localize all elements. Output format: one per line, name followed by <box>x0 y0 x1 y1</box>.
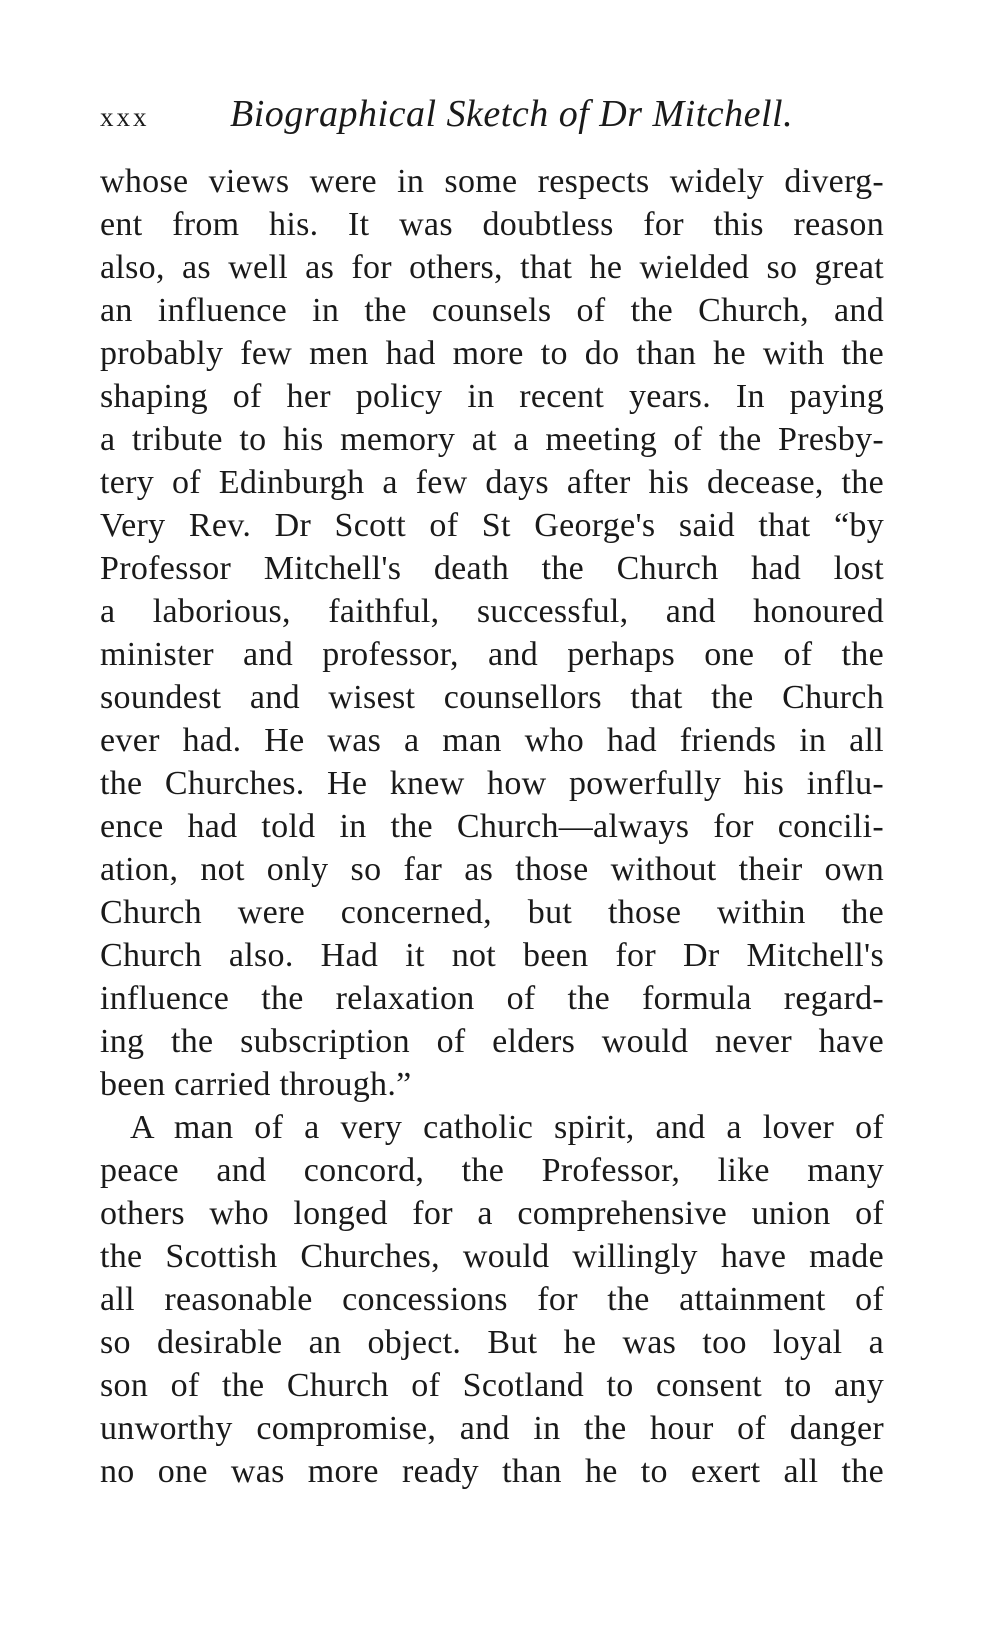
text-line: been carried through.” <box>100 1066 412 1103</box>
running-head: Biographical Sketch of Dr Mitchell. <box>230 93 794 135</box>
text-line: ing the subscription of elders would never have <box>100 1023 884 1060</box>
text-line: soundest and wisest counsellors that the Church <box>100 679 884 716</box>
text-line: ent from his. It was doubtless for this reason <box>100 206 884 243</box>
text-line: so desirable an object. But he was too loyal a <box>100 1324 884 1361</box>
text-line: minister and professor, and perhaps one of the <box>100 636 884 673</box>
page-header <box>100 92 900 142</box>
text-line: Very Rev. Dr Scott of St George's said that “by <box>100 507 884 544</box>
text-line: a tribute to his memory at a meeting of the Presby- <box>100 421 884 458</box>
text-line: ence had told in the Church—always for concili- <box>100 808 884 845</box>
text-line: an influence in the counsels of the Church, and <box>100 292 884 329</box>
text-line: ation, not only so far as those without their own <box>100 851 884 888</box>
page-number: xxx <box>100 102 150 132</box>
text-line: son of the Church of Scotland to consent to any <box>100 1367 884 1404</box>
text-line: others who longed for a comprehensive union of <box>100 1195 884 1232</box>
body-text <box>100 160 884 1493</box>
text-line: probably few men had more to do than he with the <box>100 335 884 372</box>
text-line: Church were concerned, but those within the <box>100 894 884 931</box>
text-line: also, as well as for others, that he wielded so great <box>100 249 884 286</box>
text-line: no one was more ready than he to exert all the <box>100 1453 884 1490</box>
text-line: the Churches. He knew how powerfully his influ- <box>100 765 884 802</box>
text-line: influence the relaxation of the formula regard- <box>100 980 884 1017</box>
text-line: a laborious, faithful, successful, and honoured <box>100 593 884 630</box>
text-line: Professor Mitchell's death the Church had lost <box>100 550 884 587</box>
text-line: peace and concord, the Professor, like many <box>100 1152 884 1189</box>
text-line: whose views were in some respects widely diverg- <box>100 163 884 200</box>
text-line: A man of a very catholic spirit, and a lover of <box>130 1109 884 1146</box>
text-line: tery of Edinburgh a few days after his decease, the <box>100 464 884 501</box>
text-line: the Scottish Churches, would willingly have made <box>100 1238 884 1275</box>
text-line: all reasonable concessions for the attainment of <box>100 1281 884 1318</box>
text-line: ever had. He was a man who had friends in all <box>100 722 884 759</box>
text-line: unworthy compromise, and in the hour of danger <box>100 1410 884 1447</box>
text-line: Church also. Had it not been for Dr Mitchell's <box>100 937 884 974</box>
text-line: shaping of her policy in recent years. In paying <box>100 378 884 415</box>
